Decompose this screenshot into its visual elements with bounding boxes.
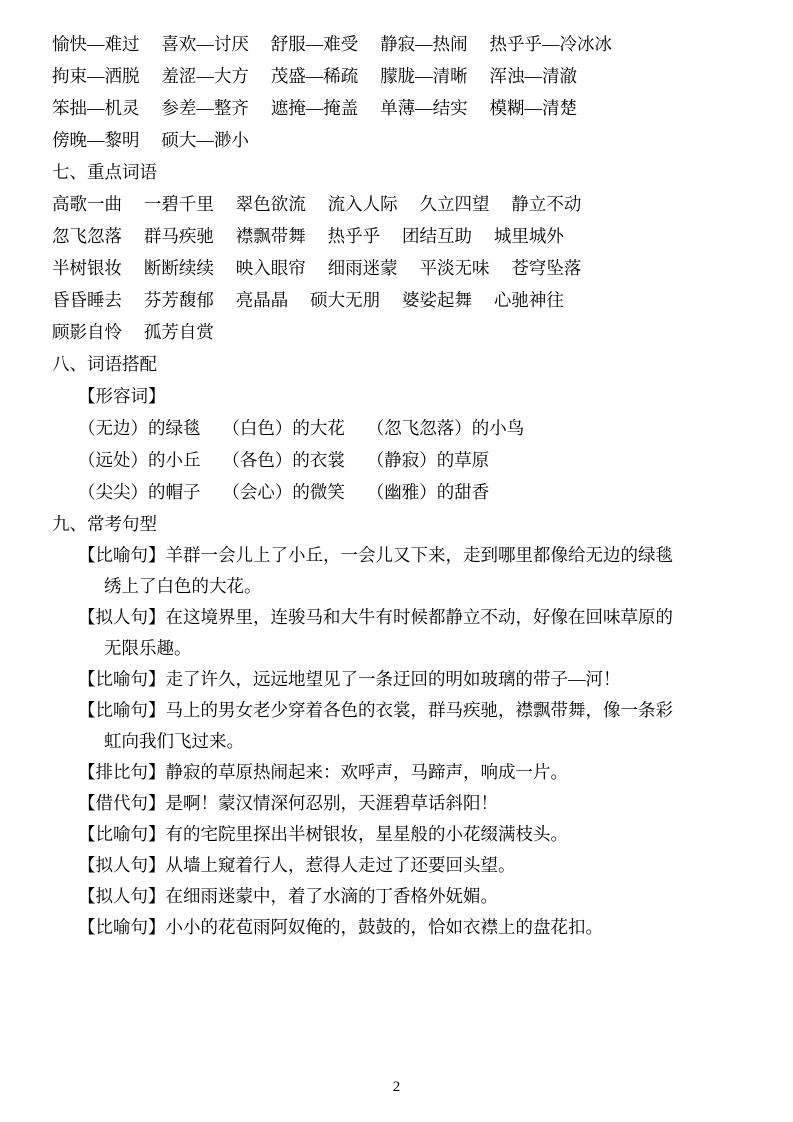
collocation-row: （无边）的绿毯 （白色）的大花 （忽飞忽落）的小鸟 <box>78 418 525 438</box>
sentence-text: 马上的男女老少穿着各色的衣裳，群马疾驰，襟飘带舞，像一条彩 <box>165 700 673 720</box>
section-8-heading: 八、词语搭配 <box>52 354 157 374</box>
example-sentence <box>52 695 741 757</box>
example-sentence <box>52 540 741 602</box>
sentence-type-tag: 【排比句】 <box>78 762 166 782</box>
keyword-row: 昏昏睡去 芬芳馥郁 亮晶晶 硕大无朋 婆娑起舞 心驰神往 <box>52 290 564 310</box>
keyword-row: 顾影自怜 孤芳自赏 <box>52 322 214 342</box>
keyword-row: 半树银妆 断断续续 映入眼帘 细雨迷蒙 平淡无味 苍穹坠落 <box>52 258 582 278</box>
section-8-list <box>52 412 741 508</box>
section-9-heading: 九、常考句型 <box>52 514 157 534</box>
example-sentence <box>52 881 741 912</box>
sentence-type-tag: 【拟人句】 <box>78 607 166 627</box>
example-sentence <box>52 819 741 850</box>
example-sentence <box>52 664 741 695</box>
sentence-text: 在细雨迷蒙中，着了水滴的丁香格外妩媚。 <box>165 886 498 906</box>
collocation-row: （尖尖）的帽子 （会心）的微笑 （幽雅）的甜香 <box>78 482 490 502</box>
sentence-type-tag: 【借代句】 <box>78 793 166 813</box>
sentence-text: 有的宅院里探出半树银妆，星星般的小花缀满枝头。 <box>165 824 568 844</box>
sentence-text-cont: 虹向我们飞过来。 <box>104 731 244 751</box>
sentence-text: 从墙上窥着行人，惹得人走过了还要回头望。 <box>165 855 516 875</box>
example-sentence <box>52 602 741 664</box>
keyword-row: 高歌一曲 一碧千里 翠色欲流 流入人际 久立四望 静立不动 <box>52 194 582 214</box>
sentence-type-tag: 【比喻句】 <box>78 669 166 689</box>
sentence-text: 走了许久，远远地望见了一条迂回的明如玻璃的带子—河！ <box>165 669 621 689</box>
sentence-type-tag: 【比喻句】 <box>78 824 166 844</box>
section-9-list <box>52 540 741 943</box>
sentence-type-tag: 【拟人句】 <box>78 886 166 906</box>
example-sentence <box>52 757 741 788</box>
antonym-list <box>52 28 741 156</box>
sentence-text: 是啊！蒙汉情深何忍别，天涯碧草话斜阳！ <box>165 793 498 813</box>
section-8-subheading: 【形容词】 <box>78 386 166 406</box>
example-sentence <box>52 850 741 881</box>
page-number: 2 <box>392 1079 401 1095</box>
sentence-type-tag: 【比喻句】 <box>78 545 166 565</box>
sentence-text: 在这境界里，连骏马和大牛有时候都静立不动，好像在回味草原的 <box>165 607 673 627</box>
sentence-text-cont: 无限乐趣。 <box>104 638 192 658</box>
example-sentence <box>52 788 741 819</box>
sentence-type-tag: 【比喻句】 <box>78 917 166 937</box>
antonym-row: 傍晚—黎明 硕大—渺小 <box>52 130 249 150</box>
sentence-type-tag: 【比喻句】 <box>78 700 166 720</box>
antonym-row: 拘束—洒脱 羞涩—大方 茂盛—稀疏 朦胧—清晰 浑浊—清澈 <box>52 66 577 86</box>
section-7-list <box>52 188 741 348</box>
sentence-text: 静寂的草原热闹起来：欢呼声，马蹄声，响成一片。 <box>165 762 568 782</box>
sentence-type-tag: 【拟人句】 <box>78 855 166 875</box>
antonym-row: 笨拙—机灵 参差—整齐 遮掩—掩盖 单薄—结实 模糊—清楚 <box>52 98 577 118</box>
section-7-heading: 七、重点词语 <box>52 162 157 182</box>
sentence-text: 羊群一会儿上了小丘，一会儿又下来，走到哪里都像给无边的绿毯 <box>165 545 673 565</box>
example-sentence <box>52 912 741 943</box>
keyword-row: 忽飞忽落 群马疾驰 襟飘带舞 热乎乎 团结互助 城里城外 <box>52 226 564 246</box>
collocation-row: （远处）的小丘 （各色）的衣裳 （静寂）的草原 <box>78 450 490 470</box>
sentence-text: 小小的花苞雨阿奴俺的，鼓鼓的，恰如衣襟上的盘花扣。 <box>165 917 603 937</box>
antonym-row: 愉快—难过 喜欢—讨厌 舒服—难受 静寂—热闹 热乎乎—冷冰冰 <box>52 34 612 54</box>
sentence-text-cont: 绣上了白色的大花。 <box>104 576 262 596</box>
